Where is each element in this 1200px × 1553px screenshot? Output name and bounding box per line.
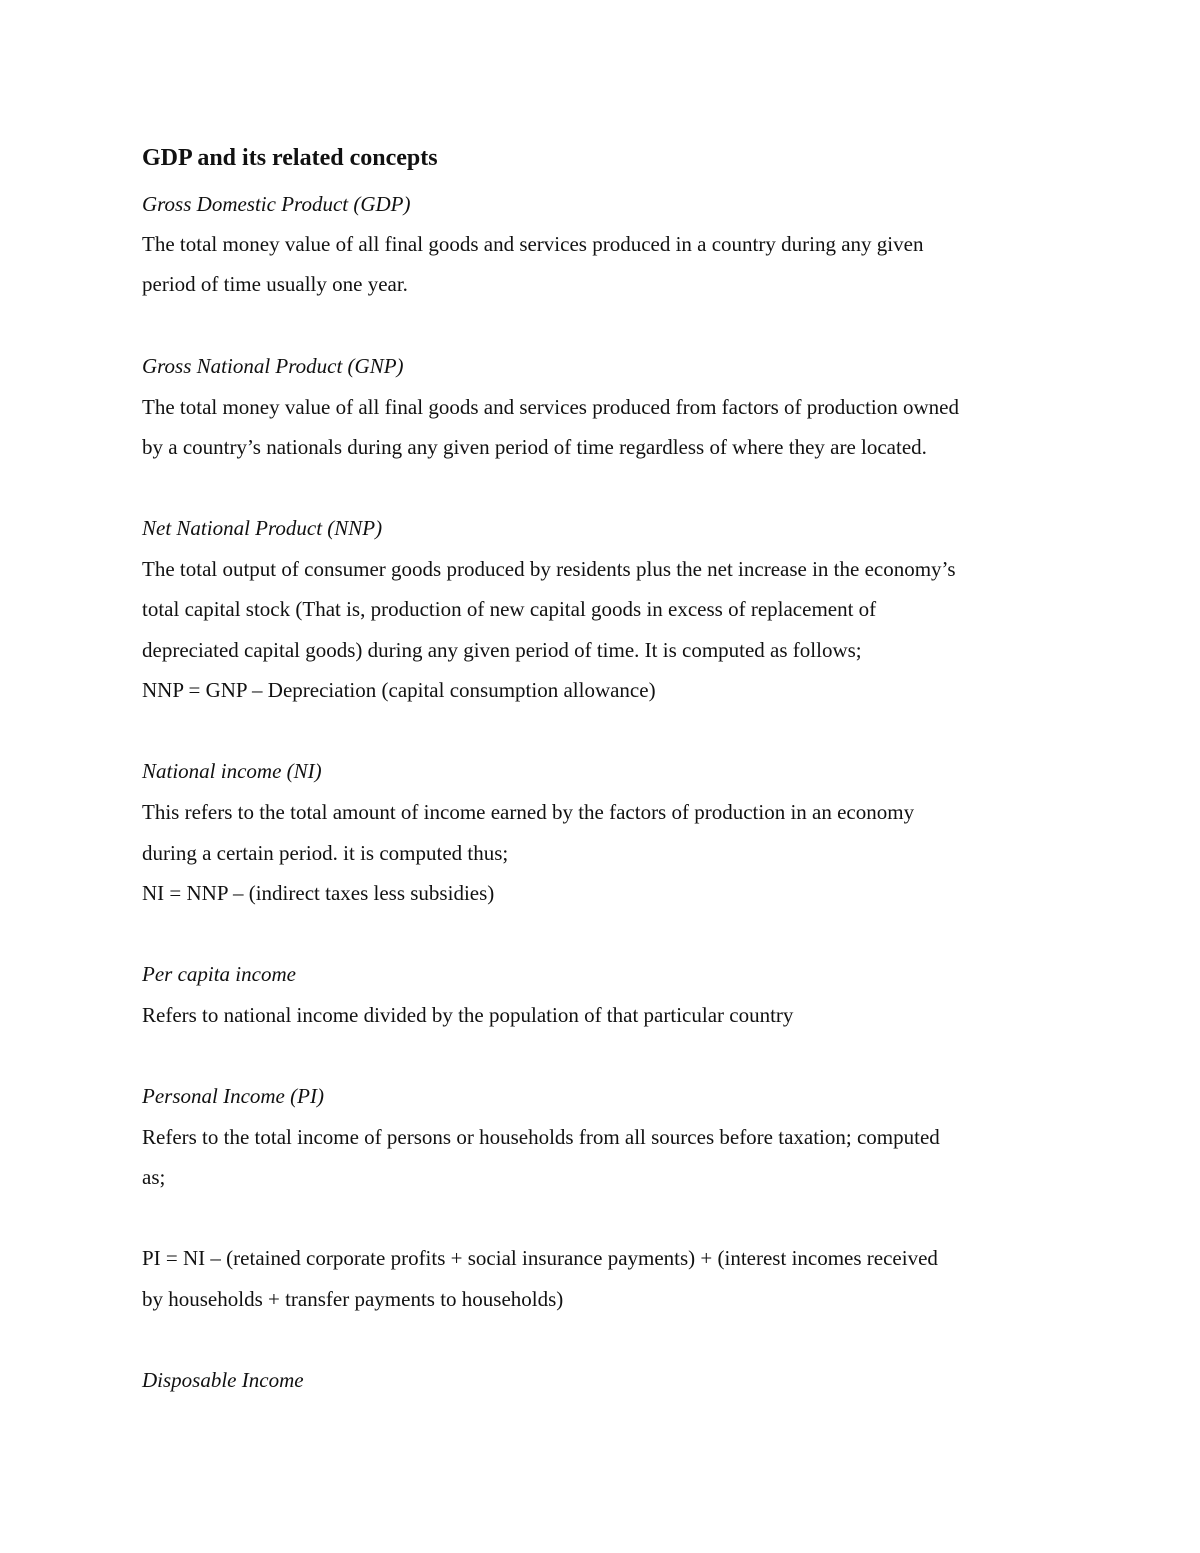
nnp-text-line-1: The total output of consumer goods produced by residents plus the net increase in the economy’s <box>142 557 956 581</box>
nnp-formula: NNP = GNP – Depreciation (capital consumption allowance) <box>142 678 656 702</box>
section-heading-disposable-income: Disposable Income <box>142 1368 304 1392</box>
section-heading-nnp: Net National Product (NNP) <box>142 516 383 540</box>
section-heading-ni: National income (NI) <box>142 759 322 783</box>
pi-text-line-1: Refers to the total income of persons or households from all sources before taxation; computed <box>142 1125 940 1149</box>
section-heading-gdp: Gross Domestic Product (GDP) <box>142 192 411 216</box>
gdp-text-line-2: period of time usually one year. <box>142 272 408 296</box>
pi-formula-line-1: PI = NI – (retained corporate profits + social insurance payments) + (interest incomes received <box>142 1246 938 1270</box>
ni-text-line-1: This refers to the total amount of income earned by the factors of production in an economy <box>142 800 915 824</box>
section-heading-gnp: Gross National Product (GNP) <box>142 354 404 378</box>
ni-formula: NI = NNP – (indirect taxes less subsidies) <box>142 881 495 905</box>
section-heading-per-capita-income: Per capita income <box>142 962 296 986</box>
ni-text-line-2: during a certain period. it is computed thus; <box>142 841 509 865</box>
pi-text-line-2: as; <box>142 1165 166 1189</box>
gdp-text-line-1: The total money value of all final goods and services produced in a country during any given <box>142 232 924 256</box>
nnp-text-line-2: total capital stock (That is, production of new capital goods in excess of replacement of <box>142 597 877 621</box>
nnp-text-line-3: depreciated capital goods) during any given period of time. It is computed as follows; <box>142 638 862 662</box>
per-capita-text-line-1: Refers to national income divided by the population of that particular country <box>142 1003 794 1027</box>
gnp-text-line-2: by a country’s nationals during any given period of time regardless of where they are located. <box>142 435 927 459</box>
gnp-text-line-1: The total money value of all final goods and services produced from factors of production owned <box>142 395 960 419</box>
pi-formula-line-2: by households + transfer payments to households) <box>142 1287 564 1311</box>
section-heading-pi: Personal Income (PI) <box>142 1084 324 1108</box>
document-title: GDP and its related concepts <box>142 145 438 171</box>
